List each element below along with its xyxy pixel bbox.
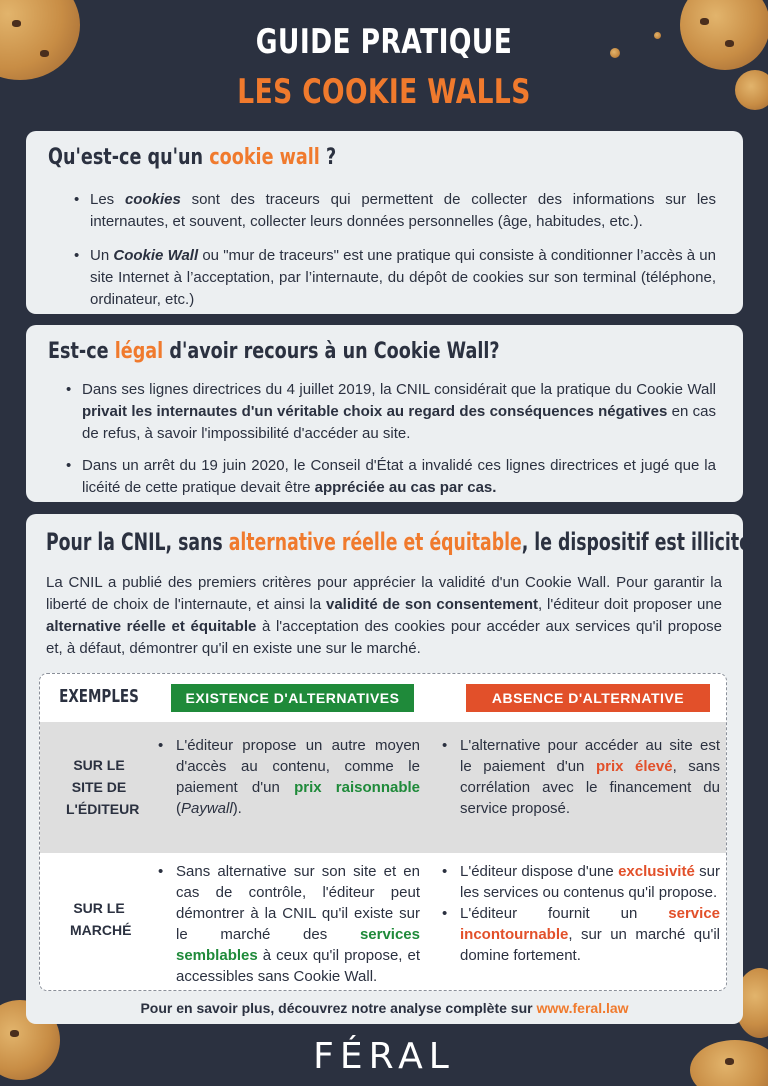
list-item: • Les cookies sont des traceurs qui permettent de collecter des informations sur les internautes, et souvent, collecter leurs données personnelles (âge, habitudes, etc.).	[70, 189, 716, 233]
examples-header	[40, 674, 726, 722]
section3-heading: Pour la CNIL, sans alternative réelle et équitable, le dispositif est illicite	[46, 528, 751, 556]
examples-label: EXEMPLES	[59, 686, 139, 707]
list-item: • Dans un arrêt du 19 juin 2020, le Conseil d'État a invalidé ces lignes directrices et jugé que la licéité de cette pratique devait être appréciée au cas par cas.	[62, 455, 716, 499]
existence-alternatives-badge: EXISTENCE D'ALTERNATIVES	[171, 684, 414, 712]
section2-list	[62, 379, 716, 499]
row-marche	[40, 853, 726, 991]
page-subtitle: LES COOKIE WALLS	[237, 72, 531, 112]
row2-absence-cell	[438, 861, 720, 966]
list-item: • L'éditeur dispose d'une exclusivité sur les services ou contenus qu'il propose.	[438, 861, 720, 903]
list-item: • L'éditeur fournit un service incontournable, sur un marché qu'il domine fortement.	[438, 903, 720, 966]
list-item: • Un Cookie Wall ou "mur de traceurs" est une pratique qui consiste à conditionner l’accès à un site Internet à l’acceptation, par l’internaute, du dépôt de cookies sur son terminal (téléphone, ordinateur, etc.)	[70, 245, 716, 311]
row-label-marche: SUR LE MARCHÉ	[70, 900, 132, 938]
section3-paragraph: La CNIL a publié des premiers critères pour apprécier la validité d'un Cookie Wall. Pour garantir la liberté de choix de l'internaute, et ainsi la validité de son consentement, l'éditeur doit proposer une alternative réelle et équitable à l'acceptation des cookies pour accéder aux services qu'il propose et, à défaut, démontrer qu'il en existe une sur le marché.	[46, 574, 723, 657]
row2-existence-cell	[154, 861, 420, 987]
list-item: • Sans alternative sur son site et en cas de contrôle, l'éditeur peut démontrer à la CNIL qu'il existe sur le marché des services semblables à ceux qu'il propose, et accessibles sans Cookie Wall.	[154, 861, 420, 987]
list-item: • Dans ses lignes directrices du 4 juillet 2019, la CNIL considérait que la pratique du Cookie Wall privait les internautes d'un véritable choix au regard des conséquences négatives en cas de refus, à savoir l'impossibilité d'accéder au site.	[62, 379, 716, 445]
row-site-editeur	[40, 722, 726, 853]
row1-existence-cell	[154, 735, 420, 819]
section-legality	[26, 325, 743, 502]
section-what-is-cookie-wall	[26, 131, 743, 314]
row1-absence-cell	[438, 735, 720, 819]
list-item: • L'alternative pour accéder au site est le paiement d'un prix élevé, sans corrélation avec le financement du service proposé.	[438, 735, 720, 819]
row-label-site-editeur: SUR LE SITE DE L'ÉDITEUR	[66, 757, 140, 817]
feral-logo: FÉRAL	[313, 1036, 455, 1077]
section2-heading: Est-ce légal d'avoir recours à un Cookie Wall?	[48, 339, 500, 364]
footer-note: Pour en savoir plus, découvrez notre analyse complète sur www.feral.law	[140, 1000, 629, 1016]
section1-heading: Qu'est-ce qu'un cookie wall ?	[48, 145, 337, 170]
examples-table	[39, 673, 727, 991]
absence-alternative-badge: ABSENCE D'ALTERNATIVE	[466, 684, 710, 712]
feral-website-link[interactable]: www.feral.law	[536, 1000, 629, 1016]
page-title: GUIDE PRATIQUE	[255, 22, 513, 62]
list-item: • L'éditeur propose un autre moyen d'accès au contenu, comme le paiement d'un prix raisonnable (Paywall).	[154, 735, 420, 819]
section1-list	[70, 189, 716, 311]
